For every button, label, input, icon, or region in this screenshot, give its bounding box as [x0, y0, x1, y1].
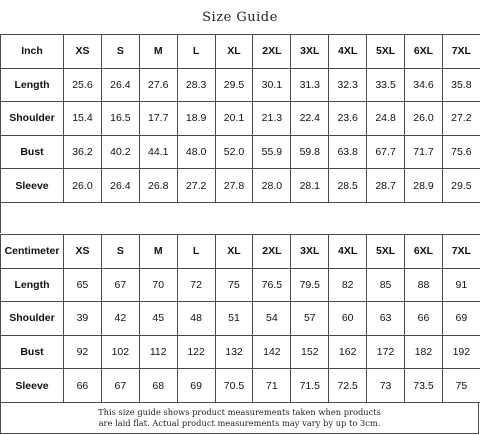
measurement-value: 26.4 — [101, 169, 139, 203]
size-header: 5XL — [367, 35, 405, 69]
measurement-value: 28.3 — [177, 68, 215, 102]
page-title: Size Guide — [202, 9, 278, 25]
measurement-value: 88 — [405, 268, 443, 302]
table-row — [1, 335, 480, 369]
measurement-value: 48.0 — [177, 135, 215, 169]
measurement-value: 182 — [405, 335, 443, 369]
table-row — [1, 302, 480, 336]
measurement-value: 27.8 — [215, 169, 253, 203]
size-header: 3XL — [291, 35, 329, 69]
measurement-value: 31.3 — [291, 68, 329, 102]
inch-size-table — [0, 34, 480, 203]
size-note-line-1: This size guide shows product measurements taken when products — [98, 406, 381, 417]
measurement-value: 75 — [442, 369, 480, 403]
size-header: L — [177, 35, 215, 69]
measurement-label: Shoulder — [1, 102, 64, 136]
measurement-value: 67.7 — [367, 135, 405, 169]
measurement-value: 71.7 — [405, 135, 443, 169]
size-header: 5XL — [367, 235, 405, 269]
measurement-value: 70.5 — [215, 369, 253, 403]
size-header: 4XL — [329, 35, 367, 69]
measurement-label: Length — [1, 268, 64, 302]
measurement-value: 28.5 — [329, 169, 367, 203]
table-row — [1, 369, 480, 403]
measurement-value: 68 — [139, 369, 177, 403]
measurement-value: 85 — [367, 268, 405, 302]
measurement-value: 32.3 — [329, 68, 367, 102]
measurement-value: 102 — [101, 335, 139, 369]
measurement-value: 142 — [253, 335, 291, 369]
measurement-label: Bust — [1, 335, 64, 369]
centimeter-size-table — [0, 234, 480, 403]
table-row — [1, 102, 480, 136]
measurement-value: 67 — [101, 369, 139, 403]
measurement-value: 24.8 — [367, 102, 405, 136]
measurement-value: 92 — [64, 335, 102, 369]
measurement-value: 112 — [139, 335, 177, 369]
table-row — [1, 268, 480, 302]
size-header: 2XL — [253, 35, 291, 69]
table-header-row — [1, 235, 480, 269]
measurement-value: 66 — [405, 302, 443, 336]
measurement-value: 27.2 — [442, 102, 480, 136]
measurement-value: 17.7 — [139, 102, 177, 136]
table-spacer — [0, 202, 480, 233]
measurement-value: 55.9 — [253, 135, 291, 169]
measurement-value: 29.5 — [215, 68, 253, 102]
size-header: L — [177, 235, 215, 269]
measurement-value: 26.0 — [405, 102, 443, 136]
measurement-label: Sleeve — [1, 169, 64, 203]
size-header: XS — [64, 235, 102, 269]
size-header: S — [101, 235, 139, 269]
measurement-value: 122 — [177, 335, 215, 369]
measurement-value: 69 — [177, 369, 215, 403]
measurement-value: 79.5 — [291, 268, 329, 302]
measurement-value: 162 — [329, 335, 367, 369]
measurement-value: 69 — [442, 302, 480, 336]
measurement-value: 42 — [101, 302, 139, 336]
measurement-value: 70 — [139, 268, 177, 302]
measurement-value: 25.6 — [64, 68, 102, 102]
measurement-value: 57 — [291, 302, 329, 336]
size-header: XS — [64, 35, 102, 69]
measurement-value: 26.8 — [139, 169, 177, 203]
measurement-value: 18.9 — [177, 102, 215, 136]
measurement-value: 73.5 — [405, 369, 443, 403]
size-header: M — [139, 235, 177, 269]
measurement-value: 27.2 — [177, 169, 215, 203]
measurement-value: 51 — [215, 302, 253, 336]
measurement-value: 152 — [291, 335, 329, 369]
measurement-value: 76.5 — [253, 268, 291, 302]
measurement-value: 20.1 — [215, 102, 253, 136]
measurement-value: 72.5 — [329, 369, 367, 403]
measurement-value: 33.5 — [367, 68, 405, 102]
measurement-value: 192 — [442, 335, 480, 369]
measurement-label: Bust — [1, 135, 64, 169]
measurement-value: 73 — [367, 369, 405, 403]
measurement-value: 35.8 — [442, 68, 480, 102]
table-row — [1, 169, 480, 203]
measurement-value: 82 — [329, 268, 367, 302]
size-header: 2XL — [253, 235, 291, 269]
measurement-value: 59.8 — [291, 135, 329, 169]
measurement-value: 15.4 — [64, 102, 102, 136]
measurement-value: 26.0 — [64, 169, 102, 203]
measurement-value: 52.0 — [215, 135, 253, 169]
size-note — [0, 402, 479, 434]
measurement-value: 28.9 — [405, 169, 443, 203]
measurement-value: 40.2 — [101, 135, 139, 169]
measurement-value: 71 — [253, 369, 291, 403]
measurement-value: 65 — [64, 268, 102, 302]
measurement-value: 75.6 — [442, 135, 480, 169]
measurement-value: 63 — [367, 302, 405, 336]
measurement-value: 67 — [101, 268, 139, 302]
measurement-value: 16.5 — [101, 102, 139, 136]
measurement-label: Length — [1, 68, 64, 102]
measurement-value: 75 — [215, 268, 253, 302]
measurement-value: 71.5 — [291, 369, 329, 403]
measurement-value: 29.5 — [442, 169, 480, 203]
measurement-value: 172 — [367, 335, 405, 369]
measurement-value: 132 — [215, 335, 253, 369]
measurement-value: 23.6 — [329, 102, 367, 136]
table-row — [1, 135, 480, 169]
size-note-line-2: are laid flat. Actual product measurements may vary by up to 3cm. — [98, 417, 381, 428]
measurement-value: 36.2 — [64, 135, 102, 169]
unit-header: Inch — [1, 35, 64, 69]
size-header: 7XL — [442, 35, 480, 69]
measurement-value: 72 — [177, 268, 215, 302]
size-header: 6XL — [405, 235, 443, 269]
measurement-value: 26.4 — [101, 68, 139, 102]
size-header: M — [139, 35, 177, 69]
measurement-value: 63.8 — [329, 135, 367, 169]
measurement-value: 28.7 — [367, 169, 405, 203]
size-header: 4XL — [329, 235, 367, 269]
measurement-value: 45 — [139, 302, 177, 336]
measurement-value: 34.6 — [405, 68, 443, 102]
unit-header: Centimeter — [1, 235, 64, 269]
measurement-value: 48 — [177, 302, 215, 336]
size-header: XL — [215, 35, 253, 69]
size-header: 6XL — [405, 35, 443, 69]
size-header: S — [101, 35, 139, 69]
measurement-value: 27.6 — [139, 68, 177, 102]
measurement-value: 28.1 — [291, 169, 329, 203]
table-header-row — [1, 35, 480, 69]
measurement-value: 44.1 — [139, 135, 177, 169]
measurement-value: 91 — [442, 268, 480, 302]
size-header: 7XL — [442, 235, 480, 269]
size-header: XL — [215, 235, 253, 269]
measurement-label: Sleeve — [1, 369, 64, 403]
measurement-value: 22.4 — [291, 102, 329, 136]
measurement-value: 54 — [253, 302, 291, 336]
measurement-value: 66 — [64, 369, 102, 403]
size-header: 3XL — [291, 235, 329, 269]
measurement-label: Shoulder — [1, 302, 64, 336]
measurement-value: 39 — [64, 302, 102, 336]
measurement-value: 28.0 — [253, 169, 291, 203]
measurement-value: 60 — [329, 302, 367, 336]
measurement-value: 30.1 — [253, 68, 291, 102]
measurement-value: 21.3 — [253, 102, 291, 136]
table-row — [1, 68, 480, 102]
